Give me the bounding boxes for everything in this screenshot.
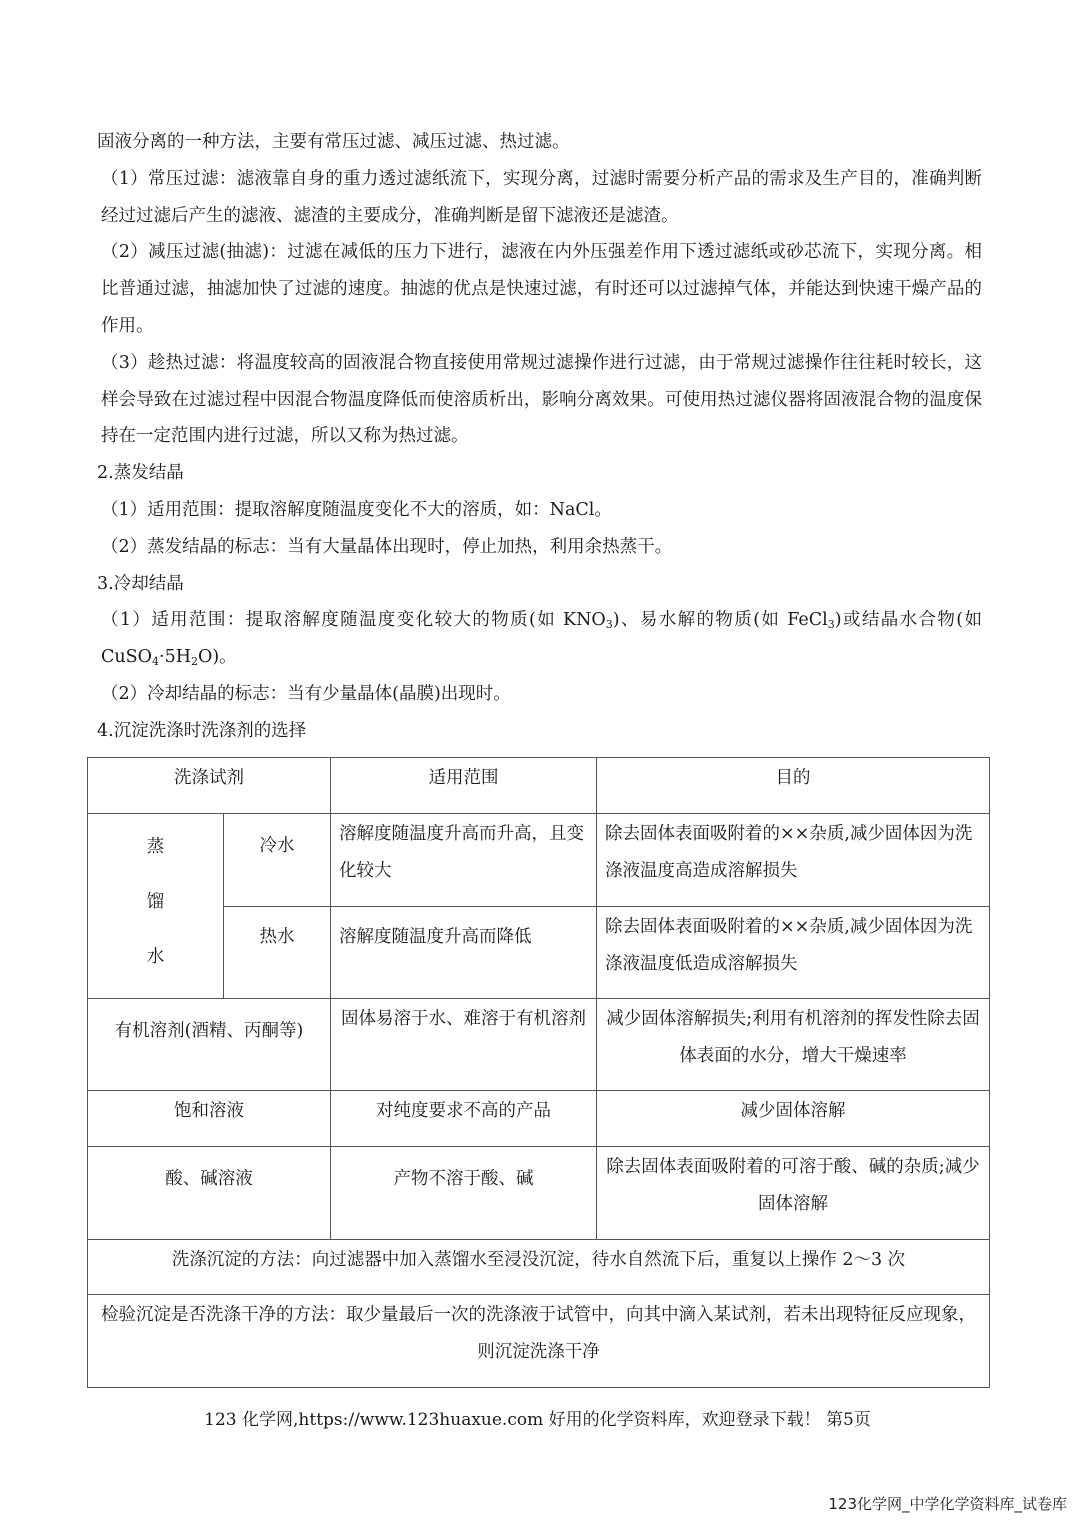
header-reagent: 洗涤试剂 <box>88 758 331 814</box>
acid-base-name: 酸、碱溶液 <box>88 1147 331 1240</box>
organic-scope: 固体易溶于水、难溶于有机溶剂 <box>331 999 597 1091</box>
heading-evaporation: 2.蒸发结晶 <box>97 463 184 484</box>
paragraph-cooling-sign: （2）冷却结晶的标志：当有少量晶体(晶膜)出现时。 <box>101 683 511 704</box>
organic-purpose: 减少固体溶解损失;利用有机溶剂的挥发性除去固体表面的水分，增大干燥速率 <box>597 999 990 1091</box>
paragraph-evaporation-scope: （1）适用范围：提取溶解度随温度变化不大的溶质，如：NaCl。 <box>101 499 612 520</box>
cold-water-name: 冷水 <box>224 814 331 907</box>
paragraph-normal-filtration: （1）常压过滤：滤液靠自身的重力透过滤纸流下，实现分离，过滤时需要分析产品的需求及生产目的，准确判断经过过滤后产生的滤液、滤渣的主要成分，准确判断是留下滤液还是滤渣。 <box>101 168 982 226</box>
acid-base-purpose: 除去固体表面吸附着的可溶于酸、碱的杂质;减少固体溶解 <box>597 1147 990 1240</box>
paragraph-evaporation-sign: （2）蒸发结晶的标志：当有大量晶体出现时，停止加热，利用余热蒸干。 <box>101 536 673 557</box>
paragraph-cooling-scope: （1）适用范围：提取溶解度随温度变化较大的物质(如 $KNO_3$)、易水解的物质(如 FeCl$_3$)或结晶水合物(如 $CuSO_4\cdot 5H_2O$)。 <box>101 610 983 669</box>
hot-water-purpose: 除去固体表面吸附着的××杂质,减少固体因为洗涤液温度低造成溶解损失 <box>597 907 990 999</box>
table-row-organic <box>88 999 990 1091</box>
corner-watermark: 123化学网_中学化学资料库_试卷库 <box>828 1495 1067 1513</box>
cold-water-scope: 溶解度随温度升高而升高，且变化较大 <box>331 814 597 907</box>
heading-cooling: 3.冷却结晶 <box>97 573 184 594</box>
cold-water-purpose: 除去固体表面吸附着的××杂质,减少固体因为洗涤液温度高造成溶解损失 <box>597 814 990 907</box>
paragraph-hot-filtration: （3）趁热过滤：将温度较高的固液混合物直接使用常规过滤操作进行过滤，由于常规过滤操作往往耗时较长，这样会导致在过滤过程中因混合物温度降低而使溶质析出，影响分离效果。可使用热过滤仪器将固液混合物的温度保持在一定范围内进行过滤，所以又称为热过滤。 <box>101 352 982 447</box>
table-row-acid-base <box>88 1147 990 1240</box>
document-body <box>97 124 982 750</box>
saturated-name: 饱和溶液 <box>88 1091 331 1147</box>
acid-base-scope: 产物不溶于酸、碱 <box>331 1147 597 1240</box>
table-row-cold-water <box>88 814 990 907</box>
paragraph-vacuum-filtration: （2）减压过滤(抽滤)：过滤在减低的压力下进行，滤液在内外压强差作用下透过滤纸或砂芯流下，实现分离。相比普通过滤，抽滤加快了过滤的速度。抽滤的优点是快速过滤，有时还可以过滤掉气体，并能达到快速干燥产品的作用。 <box>101 242 982 336</box>
header-purpose: 目的 <box>597 758 990 814</box>
distilled-water-label: 蒸 馏 水 <box>88 814 224 999</box>
header-scope: 适用范围 <box>331 758 597 814</box>
saturated-purpose: 减少固体溶解 <box>597 1091 990 1147</box>
organic-name: 有机溶剂(酒精、丙酮等) <box>88 999 331 1091</box>
table-row-check-method <box>88 1295 990 1388</box>
table-row-saturated <box>88 1091 990 1147</box>
saturated-scope: 对纯度要求不高的产品 <box>331 1091 597 1147</box>
paragraph-intro: 固液分离的一种方法，主要有常压过滤、减压过滤、热过滤。 <box>97 132 570 152</box>
page-footer: 123 化学网,https://www.123huaxue.com 好用的化学资料库，欢迎登录下载！ 第5页 <box>204 1410 871 1430</box>
wash-method: 洗涤沉淀的方法：向过滤器中加入蒸馏水至浸没沉淀，待水自然流下后，重复以上操作 2～3 次 <box>88 1240 990 1295</box>
hot-water-name: 热水 <box>224 907 331 999</box>
table-row-wash-method <box>88 1240 990 1295</box>
washing-reagent-table <box>87 757 990 1388</box>
hot-water-scope: 溶解度随温度升高而降低 <box>331 907 597 999</box>
table-row-hot-water <box>88 907 990 999</box>
table-header-row <box>88 758 990 814</box>
check-method: 检验沉淀是否洗涤干净的方法：取少量最后一次的洗涤液于试管中，向其中滴入某试剂，若未出现特征反应现象，则沉淀洗涤干净 <box>88 1295 990 1388</box>
heading-washing: 4.沉淀洗涤时洗涤剂的选择 <box>97 720 307 741</box>
